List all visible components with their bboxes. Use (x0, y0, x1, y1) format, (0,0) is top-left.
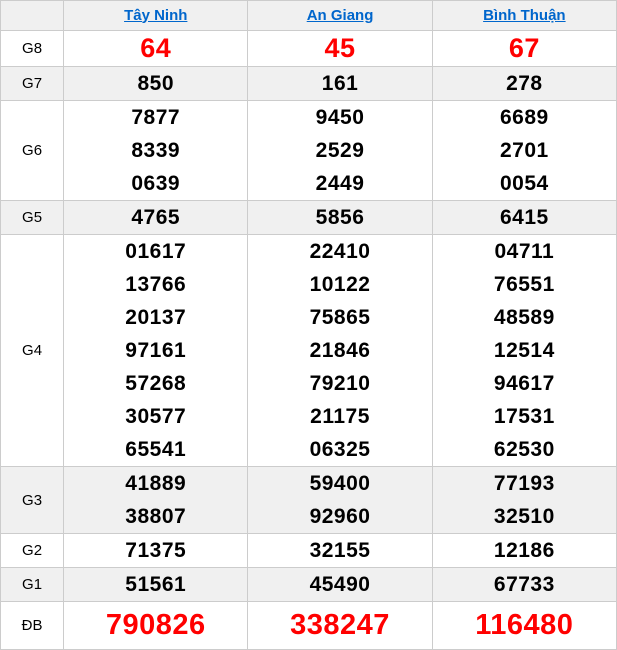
corner-cell (1, 1, 64, 31)
result-cell (64, 235, 248, 467)
result-number: 97161 (125, 339, 187, 362)
result-number: 67 (508, 33, 540, 63)
result-number: 21175 (310, 405, 370, 428)
result-number: 10122 (309, 273, 371, 296)
prize-row-g5 (1, 201, 617, 235)
column-link-tay-ninh[interactable]: Tây Ninh (124, 6, 188, 24)
result-number: 790826 (105, 609, 206, 641)
result-cell (64, 467, 248, 534)
result-number: 6415 (499, 206, 549, 229)
column-link-binh-thuan[interactable]: Bình Thuận (483, 6, 566, 24)
result-cell (432, 201, 616, 235)
result-number: 12186 (493, 539, 555, 562)
result-number: 38807 (125, 505, 187, 528)
result-cell (248, 467, 432, 534)
result-number: 51561 (125, 573, 187, 596)
result-number: 57268 (125, 372, 187, 395)
result-number: 71375 (125, 539, 187, 562)
prize-label: ĐB (1, 602, 64, 650)
prize-row-g2 (1, 534, 617, 568)
result-number: 278 (506, 72, 543, 95)
result-number: 41889 (125, 472, 187, 495)
result-number: 4765 (131, 206, 181, 229)
prize-row-g8 (1, 31, 617, 67)
prize-label: G1 (1, 568, 64, 602)
result-number: 59400 (309, 472, 371, 495)
result-cell (64, 101, 248, 201)
result-number: 65541 (125, 438, 187, 461)
column-link-an-giang[interactable]: An Giang (306, 6, 374, 24)
result-number: 45490 (309, 573, 371, 596)
result-cell (64, 602, 248, 650)
prize-row-g6 (1, 101, 617, 201)
result-number: 32510 (493, 505, 555, 528)
result-cell (248, 31, 432, 67)
column-header-binh-thuan (432, 1, 616, 31)
result-number: 850 (137, 72, 175, 95)
result-number: 45 (324, 33, 356, 63)
result-number: 20137 (125, 306, 187, 329)
result-number: 62530 (493, 438, 555, 461)
result-number: 12514 (493, 339, 555, 362)
result-number: 22410 (309, 240, 371, 263)
result-number: 116480 (475, 609, 574, 641)
results-table-body (1, 31, 617, 650)
result-number: 75865 (309, 306, 371, 329)
result-cell (432, 235, 616, 467)
prize-row-g1 (1, 568, 617, 602)
result-cell (248, 602, 432, 650)
result-number: 67733 (493, 573, 555, 596)
prize-label: G5 (1, 201, 64, 235)
result-cell (432, 568, 616, 602)
result-cell (64, 568, 248, 602)
result-number: 04711 (494, 240, 555, 263)
result-cell (248, 201, 432, 235)
prize-row-g4 (1, 235, 617, 467)
result-cell (248, 67, 432, 101)
result-number: 161 (321, 72, 359, 95)
result-cell (248, 235, 432, 467)
prize-label: G7 (1, 67, 64, 101)
result-cell (248, 534, 432, 568)
result-number: 6689 (499, 106, 549, 129)
prize-row-g7 (1, 67, 617, 101)
result-number: 338247 (290, 609, 390, 641)
prize-label: G3 (1, 467, 64, 534)
result-number: 01617 (125, 240, 187, 263)
result-cell (64, 534, 248, 568)
result-number: 06325 (309, 438, 371, 461)
result-number: 8339 (131, 139, 181, 162)
result-cell (64, 31, 248, 67)
result-cell (64, 67, 248, 101)
column-header-an-giang (248, 1, 432, 31)
result-number: 2529 (315, 139, 365, 162)
result-number: 0639 (131, 172, 181, 195)
prize-label: G4 (1, 235, 64, 467)
header-row (1, 1, 617, 31)
results-table-head (1, 1, 617, 31)
result-number: 17531 (493, 405, 555, 428)
result-number: 5856 (315, 206, 365, 229)
result-number: 77193 (493, 472, 555, 495)
prize-label: G6 (1, 101, 64, 201)
result-number: 30577 (125, 405, 187, 428)
result-cell (432, 67, 616, 101)
result-number: 79210 (309, 372, 371, 395)
result-number: 2449 (315, 172, 365, 195)
result-cell (248, 568, 432, 602)
result-number: 32155 (309, 539, 371, 562)
result-number: 76551 (493, 273, 555, 296)
result-cell (432, 31, 616, 67)
result-number: 9450 (315, 106, 365, 129)
result-number: 2701 (499, 139, 549, 162)
result-number: 7877 (131, 106, 181, 129)
result-number: 64 (140, 33, 172, 63)
prize-label: G2 (1, 534, 64, 568)
result-cell (432, 534, 616, 568)
result-cell (432, 101, 616, 201)
result-cell (64, 201, 248, 235)
result-cell (248, 101, 432, 201)
result-number: 48589 (493, 306, 555, 329)
result-number: 92960 (309, 505, 371, 528)
prize-row-dbb (1, 602, 617, 650)
result-number: 94617 (493, 372, 555, 395)
prize-row-g3 (1, 467, 617, 534)
column-header-tay-ninh (64, 1, 248, 31)
result-number: 0054 (499, 172, 549, 195)
result-cell (432, 467, 616, 534)
result-number: 21846 (309, 339, 371, 362)
prize-label: G8 (1, 31, 64, 67)
result-number: 13766 (125, 273, 187, 296)
result-cell (432, 602, 616, 650)
